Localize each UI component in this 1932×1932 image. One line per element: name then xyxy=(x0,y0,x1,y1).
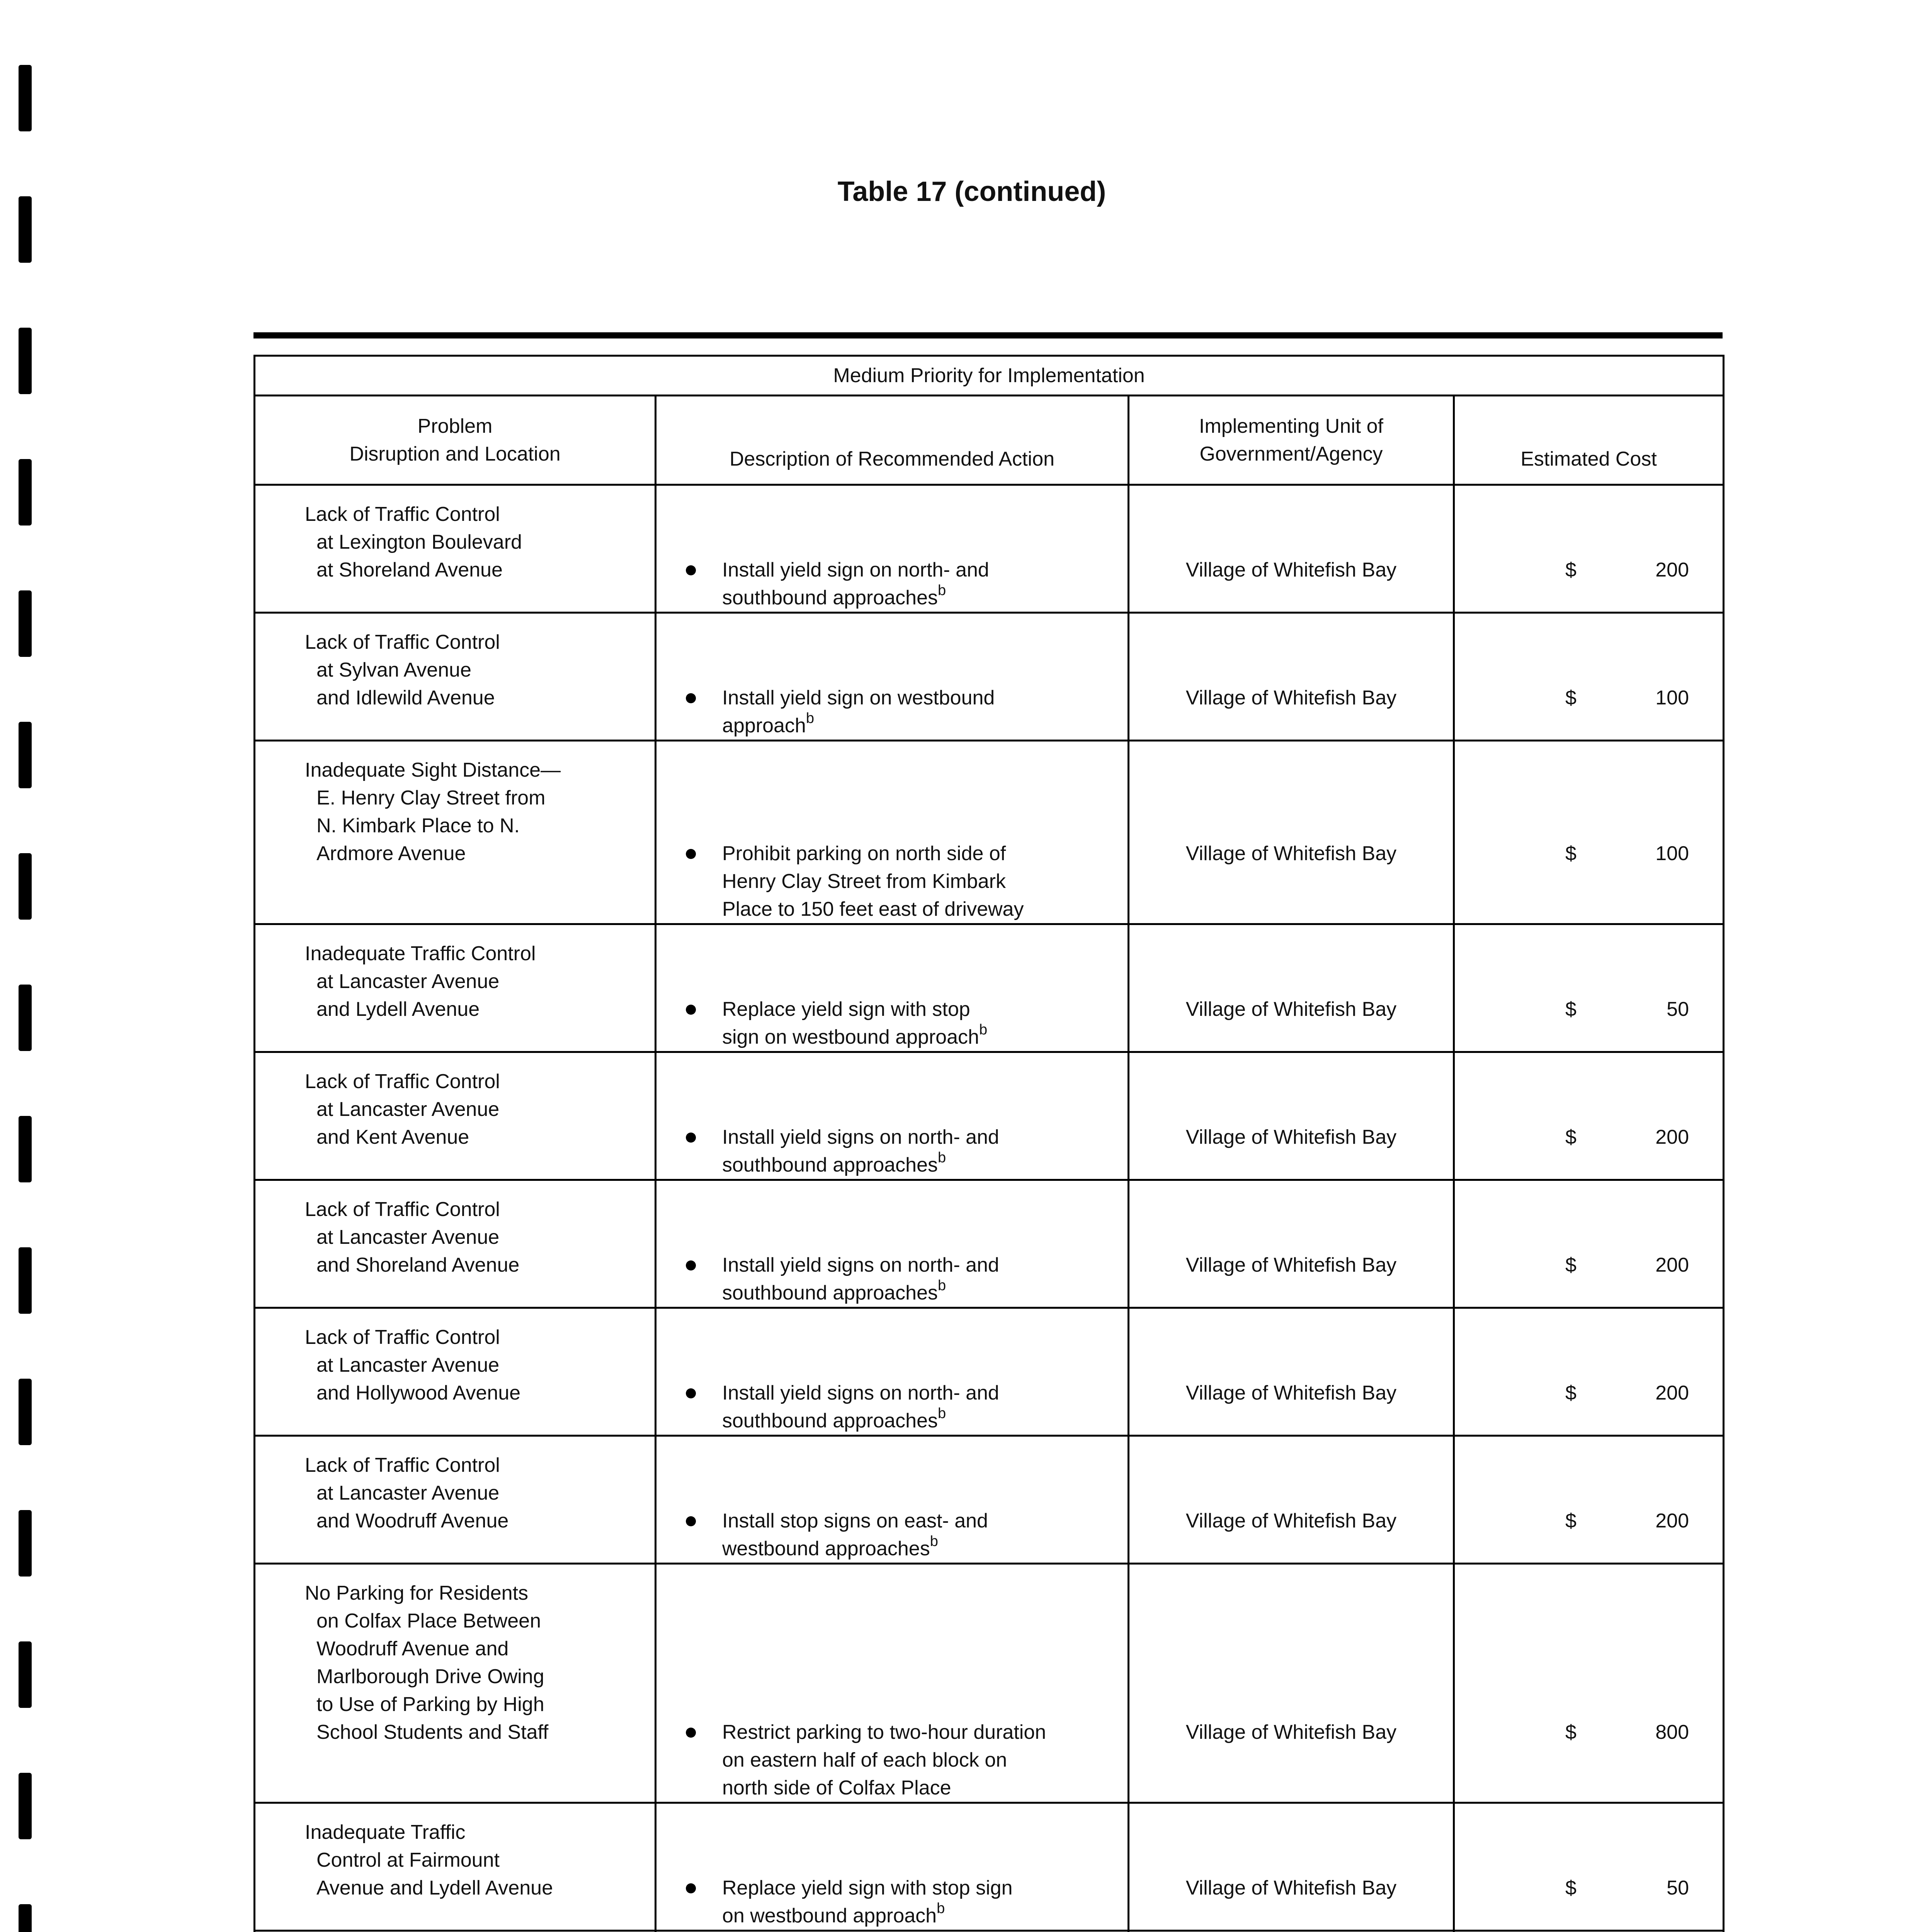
action-line xyxy=(722,684,1112,712)
priority-banner-row xyxy=(255,356,1724,396)
header-agency xyxy=(1129,396,1454,485)
action-item xyxy=(686,1718,1112,1802)
problem-cell xyxy=(255,924,656,1052)
problem-line: and Shoreland Avenue xyxy=(316,1254,520,1276)
action-text: sign on westbound approach xyxy=(722,1026,979,1048)
agency-cell xyxy=(1129,1308,1454,1436)
bullet-icon xyxy=(686,1728,696,1738)
footnote-marker: b xyxy=(938,1405,946,1422)
action-line xyxy=(722,1774,1112,1802)
action-line xyxy=(722,1151,1112,1179)
action-text: Henry Clay Street from Kimbark xyxy=(722,870,1006,893)
agency-text: Village of Whitefish Bay xyxy=(1185,1126,1397,1148)
cost-amount: 200 xyxy=(1655,1254,1689,1276)
action-line xyxy=(722,712,1112,740)
cost-cell xyxy=(1454,1436,1724,1564)
binder-hole xyxy=(19,65,32,131)
action-text: Restrict parking to two-hour duration xyxy=(722,1721,1046,1743)
bullet-icon xyxy=(686,693,696,703)
problem-line: and Woodruff Avenue xyxy=(316,1510,509,1532)
problem-cell xyxy=(255,1803,656,1931)
binder-hole xyxy=(19,1379,32,1445)
priority-label: Medium Priority for Implementation xyxy=(833,364,1145,387)
agency-text: Village of Whitefish Bay xyxy=(1185,1721,1397,1743)
table-row xyxy=(255,1564,1724,1803)
cost-cell xyxy=(1454,485,1724,613)
action-cell xyxy=(656,1931,1129,1932)
problem-line: at Sylvan Avenue xyxy=(316,659,471,681)
action-cell xyxy=(656,1180,1129,1308)
binder-hole xyxy=(19,328,32,394)
problem-line: Marlborough Drive Owing xyxy=(316,1665,544,1688)
problem-line: Inadequate Sight Distance— xyxy=(305,759,561,781)
cost-cell xyxy=(1454,741,1724,924)
action-line xyxy=(722,1874,1112,1902)
agency-cell xyxy=(1129,1052,1454,1180)
bullet-icon xyxy=(686,565,696,575)
action-line xyxy=(722,1123,1112,1151)
agency-cell xyxy=(1129,1180,1454,1308)
problem-line: E. Henry Clay Street from xyxy=(316,787,546,809)
problem-cell xyxy=(255,1180,656,1308)
problem-line: at Lancaster Avenue xyxy=(316,1482,500,1504)
action-text: westbound approaches xyxy=(722,1537,930,1560)
currency-symbol: $ xyxy=(1565,1126,1577,1148)
problem-line: Avenue and Lydell Avenue xyxy=(316,1877,553,1899)
action-line xyxy=(722,584,1112,612)
binder-hole xyxy=(19,722,32,788)
table-row xyxy=(255,1052,1724,1180)
action-text: Install yield signs on north- and xyxy=(722,1126,999,1148)
action-line xyxy=(722,1535,1112,1563)
problem-line: to Use of Parking by High xyxy=(316,1693,544,1716)
binder-hole xyxy=(19,590,32,657)
action-line xyxy=(722,995,1112,1023)
action-line xyxy=(722,1279,1112,1307)
binder-hole xyxy=(19,1247,32,1314)
action-text: southbound approaches xyxy=(722,1282,938,1304)
header-problem-line: Problem xyxy=(417,415,493,437)
action-cell xyxy=(656,741,1129,924)
cost-cell xyxy=(1454,1803,1724,1931)
action-cell xyxy=(656,613,1129,741)
cost-line xyxy=(1455,556,1723,584)
currency-symbol: $ xyxy=(1565,1721,1577,1743)
currency-symbol: $ xyxy=(1565,687,1577,709)
cost-line xyxy=(1455,1507,1723,1535)
problem-line: Lack of Traffic Control xyxy=(305,503,500,526)
action-line xyxy=(722,1902,1112,1930)
table-row xyxy=(255,1803,1724,1931)
cost-amount: 100 xyxy=(1655,687,1689,709)
agency-cell xyxy=(1129,1931,1454,1932)
footnote-marker: b xyxy=(806,710,814,726)
action-line xyxy=(722,1746,1112,1774)
problem-line: Woodruff Avenue and xyxy=(316,1638,509,1660)
action-line xyxy=(722,867,1112,895)
header-action-line: Description of Recommended Action xyxy=(729,448,1055,470)
action-text: southbound approaches xyxy=(722,587,938,609)
table-row xyxy=(255,485,1724,613)
cost-line xyxy=(1455,840,1723,867)
action-text: southbound approaches xyxy=(722,1154,938,1176)
agency-cell xyxy=(1129,485,1454,613)
action-text: approach xyxy=(722,714,806,737)
cost-cell xyxy=(1454,1931,1724,1932)
binder-hole xyxy=(19,459,32,526)
footnote-marker: b xyxy=(938,1277,946,1294)
agency-text: Village of Whitefish Bay xyxy=(1185,1254,1397,1276)
footnote-marker: b xyxy=(938,582,946,599)
agency-cell xyxy=(1129,613,1454,741)
agency-cell xyxy=(1129,1436,1454,1564)
cost-cell xyxy=(1454,1308,1724,1436)
bullet-icon xyxy=(686,1005,696,1015)
currency-symbol: $ xyxy=(1565,1382,1577,1404)
binder-hole xyxy=(19,1116,32,1182)
page-title: Table 17 (continued) xyxy=(837,176,1106,207)
cost-line xyxy=(1455,1718,1723,1746)
table-row xyxy=(255,613,1724,741)
footnote-marker: b xyxy=(979,1022,988,1038)
problem-line: N. Kimbark Place to N. xyxy=(316,815,520,837)
bullet-icon xyxy=(686,1260,696,1270)
action-text: Install stop signs on east- and xyxy=(722,1510,988,1532)
cost-cell xyxy=(1454,1564,1724,1803)
action-text: Place to 150 feet east of driveway xyxy=(722,898,1024,920)
action-text: Install yield signs on north- and xyxy=(722,1254,999,1276)
header-problem-line: Disruption and Location xyxy=(349,443,561,465)
action-line xyxy=(722,1407,1112,1435)
problem-line: and Lydell Avenue xyxy=(316,998,480,1020)
problem-cell xyxy=(255,485,656,613)
cost-amount: 50 xyxy=(1667,1877,1689,1899)
cost-cell xyxy=(1454,1180,1724,1308)
problem-cell xyxy=(255,1931,656,1932)
bullet-icon xyxy=(686,1883,696,1893)
agency-cell xyxy=(1129,1803,1454,1931)
table-top-rule xyxy=(253,332,1723,338)
action-item xyxy=(686,840,1112,923)
problem-cell xyxy=(255,741,656,924)
problem-line: and Kent Avenue xyxy=(316,1126,469,1148)
header-problem xyxy=(255,396,656,485)
binder-hole xyxy=(19,1773,32,1839)
agency-cell xyxy=(1129,924,1454,1052)
currency-symbol: $ xyxy=(1565,1510,1577,1532)
action-text: Install yield sign on north- and xyxy=(722,559,989,581)
cost-cell xyxy=(1454,613,1724,741)
action-cell xyxy=(656,1052,1129,1180)
problem-line: Lack of Traffic Control xyxy=(305,1070,500,1093)
problem-line: and Hollywood Avenue xyxy=(316,1382,521,1404)
cost-line xyxy=(1455,1123,1723,1151)
currency-symbol: $ xyxy=(1565,842,1577,865)
problem-line: at Lancaster Avenue xyxy=(316,970,500,993)
table-row xyxy=(255,1308,1724,1436)
action-cell xyxy=(656,924,1129,1052)
action-text: on westbound approach xyxy=(722,1905,937,1927)
cost-amount: 200 xyxy=(1655,1510,1689,1532)
table-row xyxy=(255,1436,1724,1564)
cost-amount: 50 xyxy=(1667,998,1689,1020)
header-action xyxy=(656,396,1129,485)
currency-symbol: $ xyxy=(1565,1877,1577,1899)
action-item xyxy=(686,995,1112,1051)
bullet-icon xyxy=(686,1388,696,1398)
cost-amount: 200 xyxy=(1655,1126,1689,1148)
agency-text: Village of Whitefish Bay xyxy=(1185,687,1397,709)
action-item xyxy=(686,1874,1112,1930)
binder-hole xyxy=(19,985,32,1051)
agency-cell xyxy=(1129,1564,1454,1803)
action-item xyxy=(686,556,1112,612)
bullet-icon xyxy=(686,1516,696,1526)
agency-cell xyxy=(1129,741,1454,924)
action-line xyxy=(722,1507,1112,1535)
action-item xyxy=(686,1251,1112,1307)
bullet-icon xyxy=(686,849,696,859)
action-item xyxy=(686,1123,1112,1179)
footnote-marker: b xyxy=(930,1533,938,1549)
action-line xyxy=(722,895,1112,923)
agency-text: Village of Whitefish Bay xyxy=(1185,1510,1397,1532)
table-body xyxy=(255,485,1724,1932)
problem-line: Lack of Traffic Control xyxy=(305,631,500,653)
problem-cell xyxy=(255,1436,656,1564)
header-cost xyxy=(1454,396,1724,485)
binder-hole xyxy=(19,1641,32,1708)
problem-line: Ardmore Avenue xyxy=(316,842,466,865)
action-text: Install yield sign on westbound xyxy=(722,687,995,709)
problem-line: Control at Fairmount xyxy=(316,1849,500,1871)
problem-line: at Lancaster Avenue xyxy=(316,1098,500,1121)
problem-line: Inadequate Traffic Control xyxy=(305,942,536,965)
action-line xyxy=(722,1379,1112,1407)
action-text: Install yield signs on north- and xyxy=(722,1382,999,1404)
table-row xyxy=(255,1931,1724,1932)
cost-amount: 100 xyxy=(1655,842,1689,865)
cost-cell xyxy=(1454,1052,1724,1180)
problem-line: and Idlewild Avenue xyxy=(316,687,495,709)
currency-symbol: $ xyxy=(1565,1254,1577,1276)
problem-line: at Lancaster Avenue xyxy=(316,1226,500,1248)
problem-line: at Lancaster Avenue xyxy=(316,1354,500,1376)
cost-amount: 800 xyxy=(1655,1721,1689,1743)
binder-hole xyxy=(19,1904,32,1932)
agency-text: Village of Whitefish Bay xyxy=(1185,1877,1397,1899)
footnote-marker: b xyxy=(937,1900,945,1917)
footnote-marker: b xyxy=(938,1150,946,1166)
cost-amount: 200 xyxy=(1655,559,1689,581)
problem-line: Lack of Traffic Control xyxy=(305,1326,500,1349)
problem-cell xyxy=(255,1052,656,1180)
problem-line: Inadequate Traffic xyxy=(305,1821,466,1844)
action-line xyxy=(722,1718,1112,1746)
action-line xyxy=(722,556,1112,584)
action-text: Replace yield sign with stop xyxy=(722,998,970,1020)
table-row xyxy=(255,741,1724,924)
action-cell xyxy=(656,1308,1129,1436)
table-row xyxy=(255,1180,1724,1308)
action-item xyxy=(686,1379,1112,1435)
action-item xyxy=(686,1507,1112,1563)
binder-hole xyxy=(19,1510,32,1577)
action-line xyxy=(722,840,1112,867)
problem-line: Lack of Traffic Control xyxy=(305,1198,500,1221)
action-text: north side of Colfax Place xyxy=(722,1777,951,1799)
header-cost-line: Estimated Cost xyxy=(1520,448,1657,470)
cost-line xyxy=(1455,1251,1723,1279)
problem-cell xyxy=(255,1564,656,1803)
problem-line: No Parking for Residents xyxy=(305,1582,529,1604)
action-text: southbound approaches xyxy=(722,1410,938,1432)
priority-banner xyxy=(255,356,1724,396)
action-text: Replace yield sign with stop sign xyxy=(722,1877,1013,1899)
action-text: Prohibit parking on north side of xyxy=(722,842,1006,865)
cost-line xyxy=(1455,684,1723,712)
action-text: on eastern half of each block on xyxy=(722,1749,1007,1771)
cost-amount: 200 xyxy=(1655,1382,1689,1404)
problem-line: at Shoreland Avenue xyxy=(316,559,503,581)
problem-cell xyxy=(255,1308,656,1436)
cost-cell xyxy=(1454,924,1724,1052)
problem-line: Lack of Traffic Control xyxy=(305,1454,500,1476)
bullet-icon xyxy=(686,1133,696,1143)
cost-line xyxy=(1455,1379,1723,1407)
agency-text: Village of Whitefish Bay xyxy=(1185,559,1397,581)
recommendations-table xyxy=(253,355,1725,1932)
currency-symbol: $ xyxy=(1565,998,1577,1020)
action-item xyxy=(686,684,1112,740)
action-cell xyxy=(656,1803,1129,1931)
problem-line: School Students and Staff xyxy=(316,1721,549,1743)
header-agency-line: Government/Agency xyxy=(1199,443,1383,465)
cost-line xyxy=(1455,1874,1723,1902)
table-row xyxy=(255,924,1724,1052)
currency-symbol: $ xyxy=(1565,559,1577,581)
action-cell xyxy=(656,1436,1129,1564)
agency-text: Village of Whitefish Bay xyxy=(1185,998,1397,1020)
action-cell xyxy=(656,1564,1129,1803)
binder-hole xyxy=(19,853,32,920)
action-cell xyxy=(656,485,1129,613)
header-agency-line: Implementing Unit of xyxy=(1199,415,1383,437)
agency-text: Village of Whitefish Bay xyxy=(1185,842,1397,865)
action-line xyxy=(722,1023,1112,1051)
problem-line: at Lexington Boulevard xyxy=(316,531,522,553)
problem-cell xyxy=(255,613,656,741)
cost-line xyxy=(1455,995,1723,1023)
problem-line: on Colfax Place Between xyxy=(316,1610,541,1632)
agency-text: Village of Whitefish Bay xyxy=(1185,1382,1397,1404)
action-line xyxy=(722,1251,1112,1279)
header-row xyxy=(255,396,1724,485)
